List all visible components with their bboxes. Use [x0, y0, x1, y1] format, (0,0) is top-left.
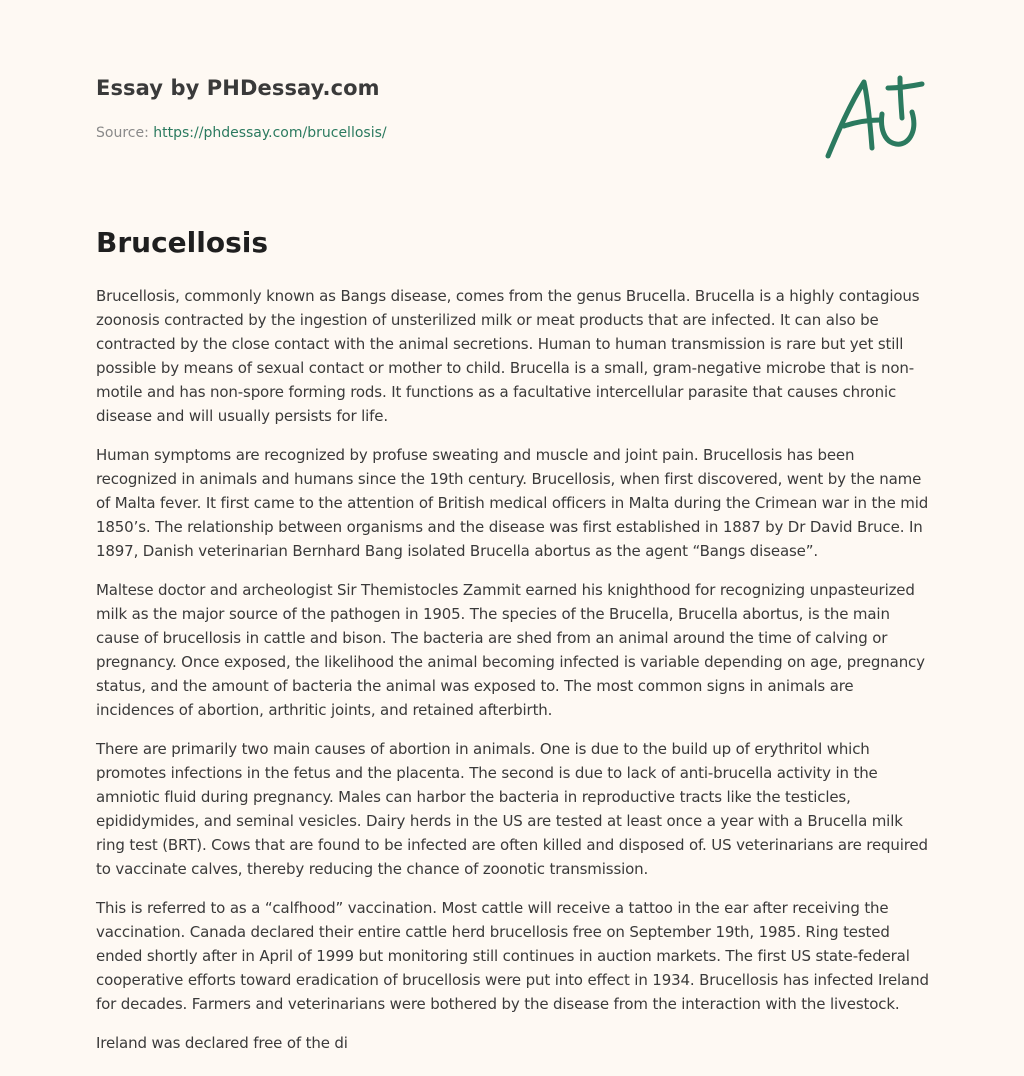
paragraph: This is referred to as a “calfhood” vaccination. Most cattle will receive a tattoo in the ear after receiving the vaccination. Canada declared their entire cattle herd brucellosis free on September 19th, 1985. Ring tested ended shortly after in April of 1999 but monitoring still continues in auction markets. The first US state-federal cooperative efforts toward eradication of brucellosis were put into effect in 1934. Brucellosis has infected Ireland for decades. Farmers and veterinarians were bothered by the disease from the interaction with the livestock. — [96, 899, 929, 1013]
source-line — [96, 125, 387, 141]
a-plus-logo-icon — [824, 68, 928, 164]
source-label: Source: — [96, 125, 154, 141]
source-link[interactable]: https://phdessay.com/brucellosis/ — [153, 125, 387, 141]
paragraph: There are primarily two main causes of abortion in animals. One is due to the build up of erythritol which promotes infections in the fetus and the placenta. The second is due to lack of anti-brucella activity in the amniotic fluid during pregnancy. Males can harbor the bacteria in reproductive tracts like the testicles, epididymides, and seminal vesicles. Dairy herds in the US are tested at least once a year with a Brucella milk ring test (BRT). Cows that are found to be infected are often killed and disposed of. US veterinarians are required to vaccinate calves, thereby reducing the chance of zoonotic transmission. — [96, 740, 928, 878]
paragraph: Brucellosis, commonly known as Bangs disease, comes from the genus Brucella. Brucella is a highly contagious zoonosis contracted by the ingestion of unsterilized milk or meat products that are infected. It can also be contracted by the close contact with the animal secretions. Human to human transmission is rare but yet still possible by means of sexual contact or mother to child. Brucella is a small, gram-negative microbe that is non-motile and has non-spore forming rods. It functions as a facultative intercellular parasite that causes chronic disease and will usually persists for life. — [96, 287, 920, 425]
paragraph: Maltese doctor and archeologist Sir Themistocles Zammit earned his knighthood for recognizing unpasteurized milk as the major source of the pathogen in 1905. The species of the Brucella, Brucella abortus, is the main cause of brucellosis in cattle and bison. The bacteria are shed from an animal around the time of calving or pregnancy. Once exposed, the likelihood the animal becoming infected is variable depending on age, pregnancy status, and the amount of bacteria the animal was exposed to. The most common signs in animals are incidences of abortion, arthritic joints, and retained afterbirth. — [96, 581, 925, 719]
essay-title: Brucellosis — [96, 226, 269, 259]
paragraph: Ireland was declared free of the di — [96, 1034, 348, 1052]
essay-body — [96, 284, 930, 1070]
page-header — [96, 76, 928, 176]
paragraph: Human symptoms are recognized by profuse sweating and muscle and joint pain. Brucellosis has been recognized in animals and humans since the 19th century. Brucellosis, when first discovered, went by the name of Malta fever. It first came to the attention of British medical officers in Malta during the Crimean war in the mid 1850’s. The relationship between organisms and the disease was first established in 1887 by Dr David Bruce. In 1897, Danish veterinarian Bernhard Bang isolated Brucella abortus as the agent “Bangs disease”. — [96, 446, 929, 560]
site-title: Essay by PHDessay.com — [96, 76, 380, 100]
